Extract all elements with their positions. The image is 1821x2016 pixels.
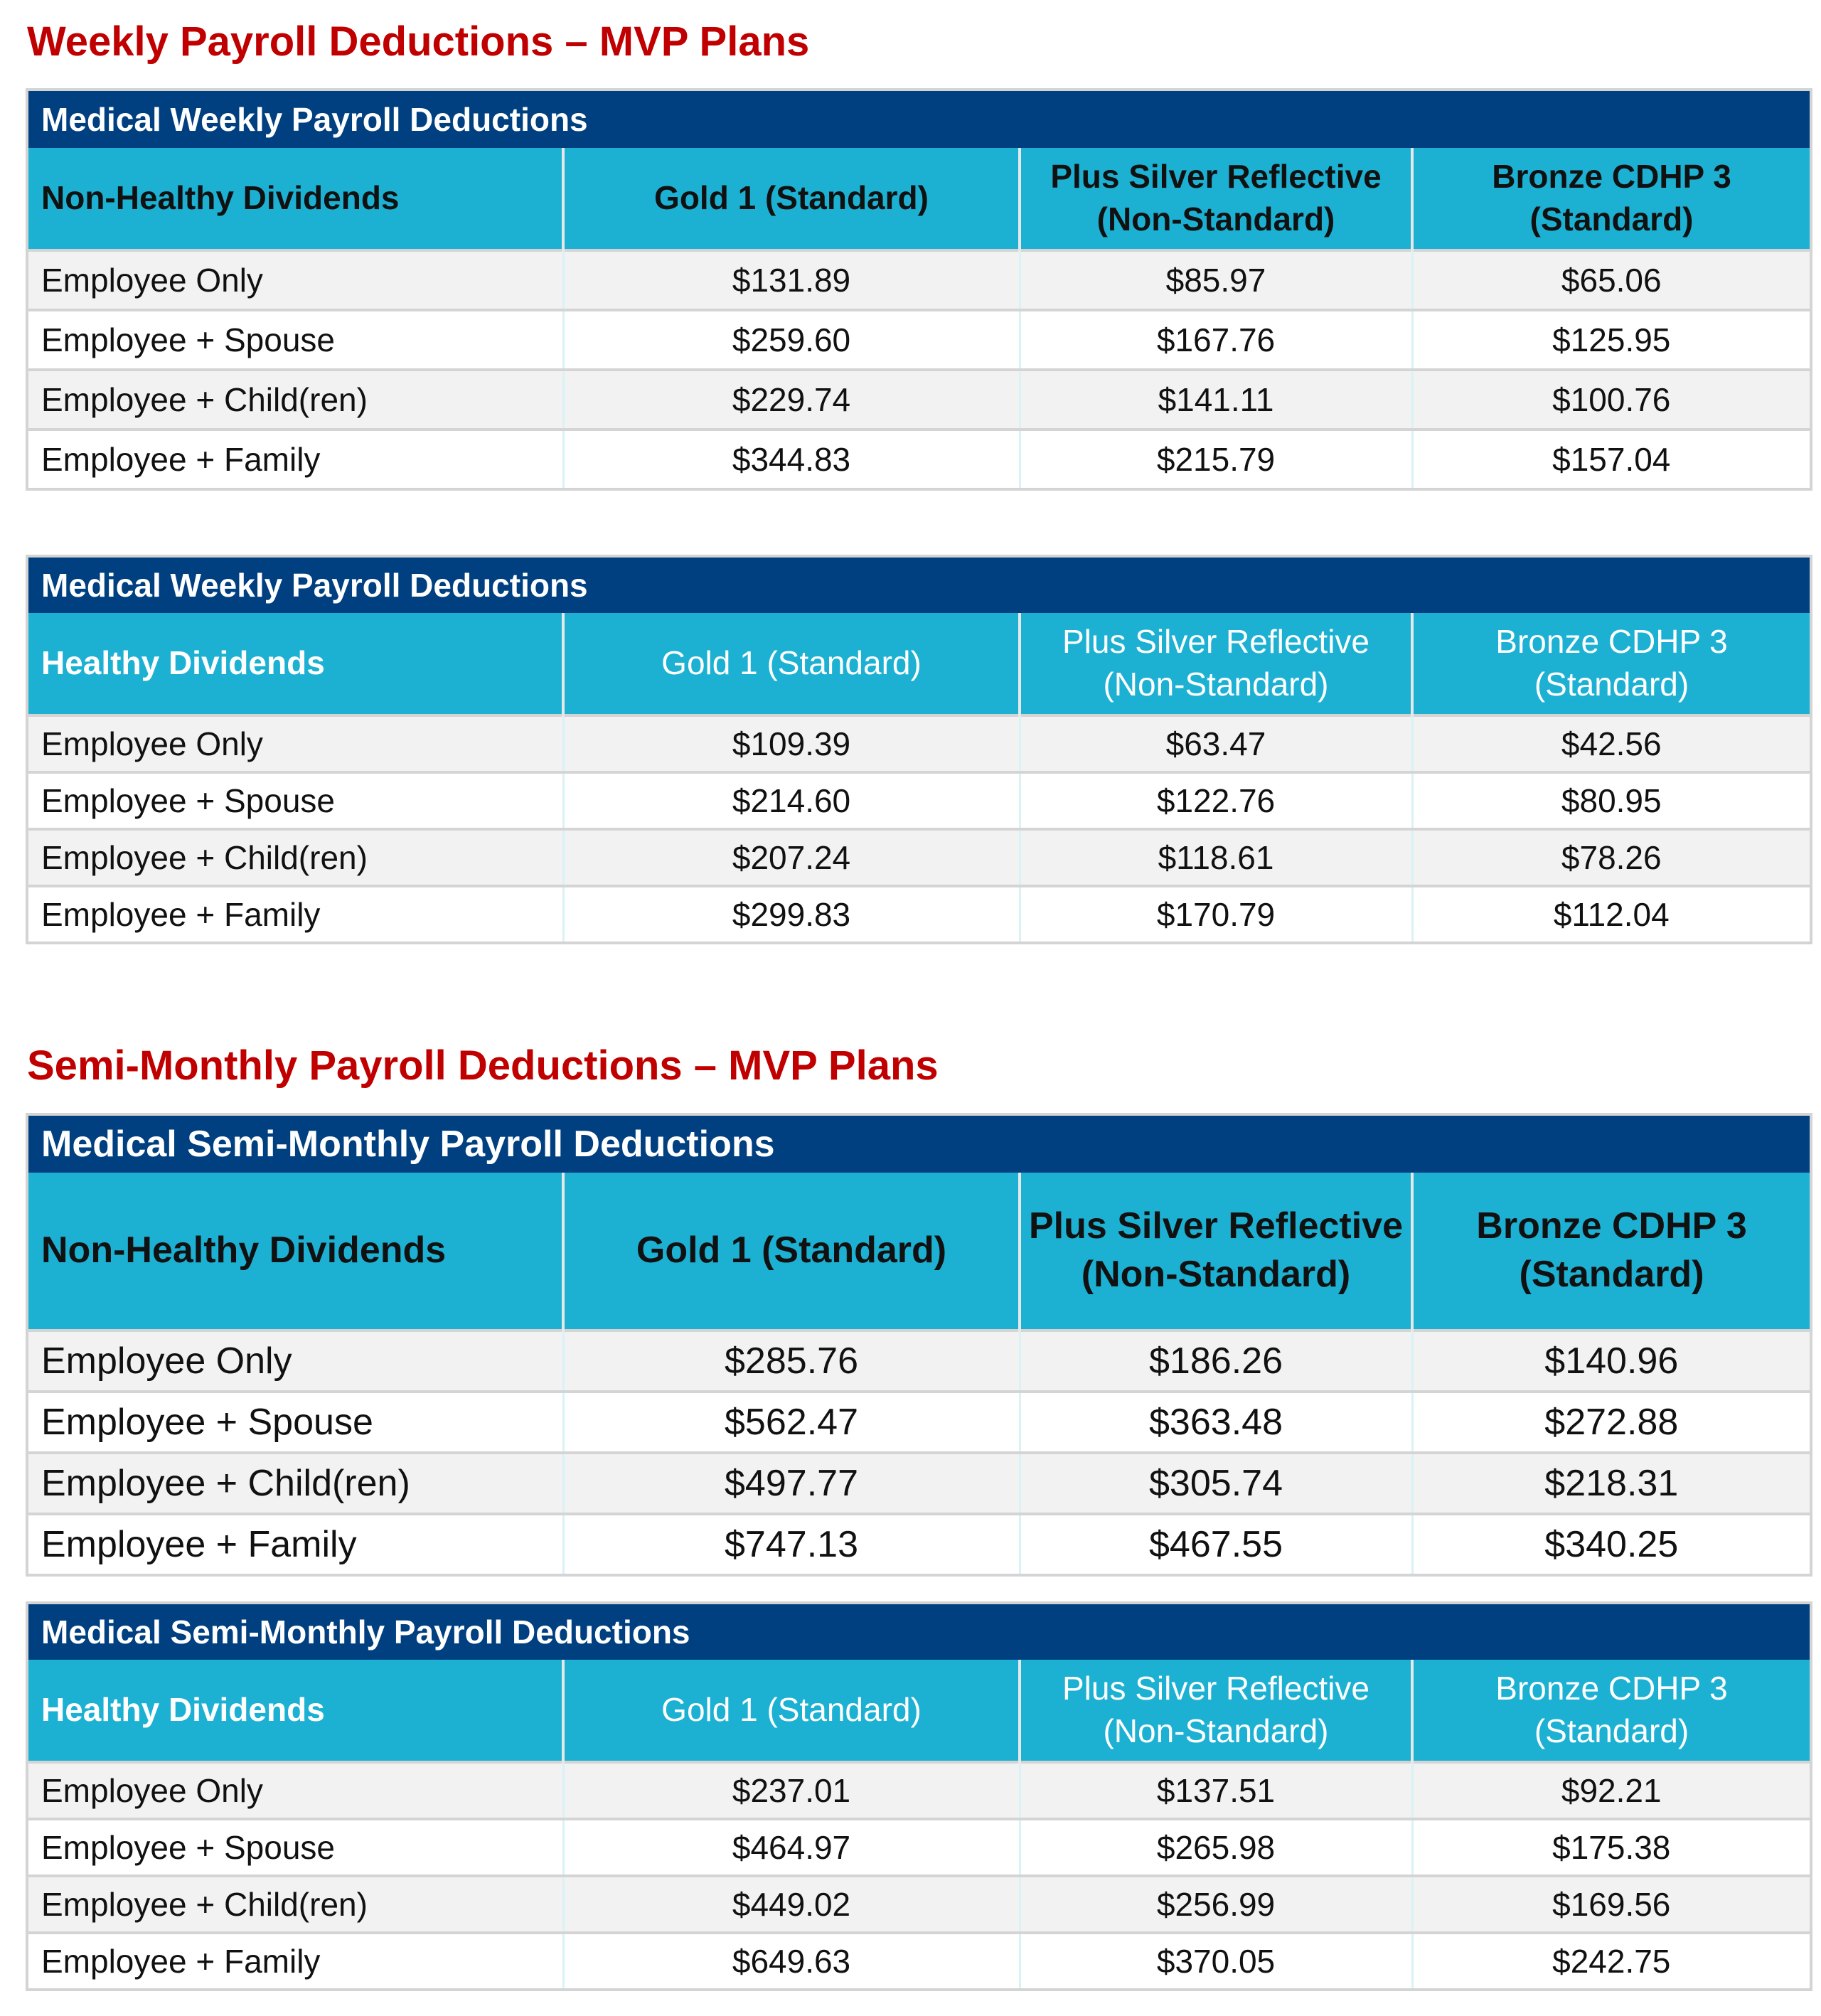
tier-cell: Employee + Family: [27, 1933, 563, 1990]
tier-cell: Employee + Spouse: [27, 1819, 563, 1876]
bronze-cell: $65.06: [1412, 250, 1811, 310]
gold-cell: $562.47: [563, 1392, 1020, 1453]
gold-cell: $344.83: [563, 430, 1020, 489]
tier-cell: Employee + Spouse: [27, 1392, 563, 1453]
gold-cell: $131.89: [563, 250, 1020, 310]
bronze-cell: $112.04: [1412, 886, 1811, 943]
bronze-cell: $92.21: [1412, 1762, 1811, 1819]
semi-monthly-section-title: Semi-Monthly Payroll Deductions – MVP Plans: [27, 1042, 939, 1089]
silver-cell: $122.76: [1020, 772, 1412, 829]
gold-cell: $285.76: [563, 1330, 1020, 1392]
tier-cell: Employee Only: [27, 715, 563, 772]
tier-cell: Employee Only: [27, 250, 563, 310]
silver-cell: $215.79: [1020, 430, 1412, 489]
weekly-healthy-table: [26, 555, 1812, 944]
table-caption-row: [27, 1114, 1811, 1173]
silver-cell: $137.51: [1020, 1762, 1412, 1819]
table-caption: Medical Semi-Monthly Payroll Deductions: [27, 1114, 1811, 1173]
tier-cell: Employee + Spouse: [27, 310, 563, 370]
column-header-tier: Healthy Dividends: [27, 1660, 563, 1762]
gold-cell: $747.13: [563, 1514, 1020, 1575]
semi-monthly-non-healthy-table: [26, 1113, 1812, 1577]
bronze-cell: $272.88: [1412, 1392, 1811, 1453]
table-row: [27, 1876, 1811, 1933]
column-header-gold: Gold 1 (Standard): [563, 148, 1020, 250]
column-header-silver: Plus Silver Reflective (Non-Standard): [1020, 613, 1412, 715]
table-caption-row: [27, 90, 1811, 148]
weekly-non-healthy-table: [26, 88, 1812, 491]
column-header-silver: Plus Silver Reflective (Non-Standard): [1020, 1173, 1412, 1330]
column-header-silver: Plus Silver Reflective (Non-Standard): [1020, 1660, 1412, 1762]
table-row: [27, 250, 1811, 310]
silver-cell: $265.98: [1020, 1819, 1412, 1876]
bronze-cell: $157.04: [1412, 430, 1811, 489]
table-row: [27, 1392, 1811, 1453]
column-header-gold: Gold 1 (Standard): [563, 1173, 1020, 1330]
column-header-gold: Gold 1 (Standard): [563, 613, 1020, 715]
tier-cell: Employee + Child(ren): [27, 1876, 563, 1933]
column-header-tier: Healthy Dividends: [27, 613, 563, 715]
bronze-cell: $169.56: [1412, 1876, 1811, 1933]
bronze-cell: $100.76: [1412, 370, 1811, 430]
bronze-cell: $175.38: [1412, 1819, 1811, 1876]
gold-cell: $229.74: [563, 370, 1020, 430]
silver-cell: $63.47: [1020, 715, 1412, 772]
table-row: [27, 886, 1811, 943]
table-header-row: [27, 1660, 1811, 1762]
weekly-section-title: Weekly Payroll Deductions – MVP Plans: [27, 18, 810, 65]
gold-cell: $497.77: [563, 1453, 1020, 1514]
table-row: [27, 1514, 1811, 1575]
tier-cell: Employee + Family: [27, 1514, 563, 1575]
tier-cell: Employee Only: [27, 1330, 563, 1392]
gold-cell: $207.24: [563, 829, 1020, 886]
table-row: [27, 772, 1811, 829]
table-row: [27, 1330, 1811, 1392]
silver-cell: $118.61: [1020, 829, 1412, 886]
bronze-cell: $140.96: [1412, 1330, 1811, 1392]
bronze-cell: $125.95: [1412, 310, 1811, 370]
column-header-gold: Gold 1 (Standard): [563, 1660, 1020, 1762]
silver-cell: $141.11: [1020, 370, 1412, 430]
table-row: [27, 370, 1811, 430]
column-header-bronze: Bronze CDHP 3 (Standard): [1412, 148, 1811, 250]
gold-cell: $464.97: [563, 1819, 1020, 1876]
tier-cell: Employee Only: [27, 1762, 563, 1819]
table-row: [27, 1819, 1811, 1876]
tier-cell: Employee + Child(ren): [27, 1453, 563, 1514]
table-row: [27, 1762, 1811, 1819]
silver-cell: $85.97: [1020, 250, 1412, 310]
table-caption: Medical Weekly Payroll Deductions: [27, 556, 1811, 613]
gold-cell: $259.60: [563, 310, 1020, 370]
column-header-bronze: Bronze CDHP 3 (Standard): [1412, 1173, 1811, 1330]
gold-cell: $109.39: [563, 715, 1020, 772]
tier-cell: Employee + Child(ren): [27, 829, 563, 886]
gold-cell: $299.83: [563, 886, 1020, 943]
bronze-cell: $80.95: [1412, 772, 1811, 829]
table-header-row: [27, 613, 1811, 715]
table-row: [27, 1933, 1811, 1990]
silver-cell: $363.48: [1020, 1392, 1412, 1453]
bronze-cell: $218.31: [1412, 1453, 1811, 1514]
column-header-silver: Plus Silver Reflective (Non-Standard): [1020, 148, 1412, 250]
silver-cell: $186.26: [1020, 1330, 1412, 1392]
tier-cell: Employee + Spouse: [27, 772, 563, 829]
silver-cell: $256.99: [1020, 1876, 1412, 1933]
gold-cell: $449.02: [563, 1876, 1020, 1933]
table-caption: Medical Semi-Monthly Payroll Deductions: [27, 1603, 1811, 1660]
table-caption-row: [27, 1603, 1811, 1660]
silver-cell: $305.74: [1020, 1453, 1412, 1514]
silver-cell: $467.55: [1020, 1514, 1412, 1575]
table-row: [27, 1453, 1811, 1514]
table-row: [27, 715, 1811, 772]
column-header-bronze: Bronze CDHP 3 (Standard): [1412, 613, 1811, 715]
bronze-cell: $340.25: [1412, 1514, 1811, 1575]
column-header-bronze: Bronze CDHP 3 (Standard): [1412, 1660, 1811, 1762]
gold-cell: $237.01: [563, 1762, 1020, 1819]
tier-cell: Employee + Family: [27, 430, 563, 489]
table-header-row: [27, 148, 1811, 250]
bronze-cell: $42.56: [1412, 715, 1811, 772]
table-caption-row: [27, 556, 1811, 613]
silver-cell: $170.79: [1020, 886, 1412, 943]
table-row: [27, 829, 1811, 886]
bronze-cell: $78.26: [1412, 829, 1811, 886]
semi-monthly-healthy-table: [26, 1601, 1812, 1991]
column-header-tier: Non-Healthy Dividends: [27, 1173, 563, 1330]
gold-cell: $214.60: [563, 772, 1020, 829]
table-row: [27, 310, 1811, 370]
gold-cell: $649.63: [563, 1933, 1020, 1990]
table-row: [27, 430, 1811, 489]
table-header-row: [27, 1173, 1811, 1330]
tier-cell: Employee + Family: [27, 886, 563, 943]
silver-cell: $370.05: [1020, 1933, 1412, 1990]
tier-cell: Employee + Child(ren): [27, 370, 563, 430]
silver-cell: $167.76: [1020, 310, 1412, 370]
column-header-tier: Non-Healthy Dividends: [27, 148, 563, 250]
bronze-cell: $242.75: [1412, 1933, 1811, 1990]
table-caption: Medical Weekly Payroll Deductions: [27, 90, 1811, 148]
